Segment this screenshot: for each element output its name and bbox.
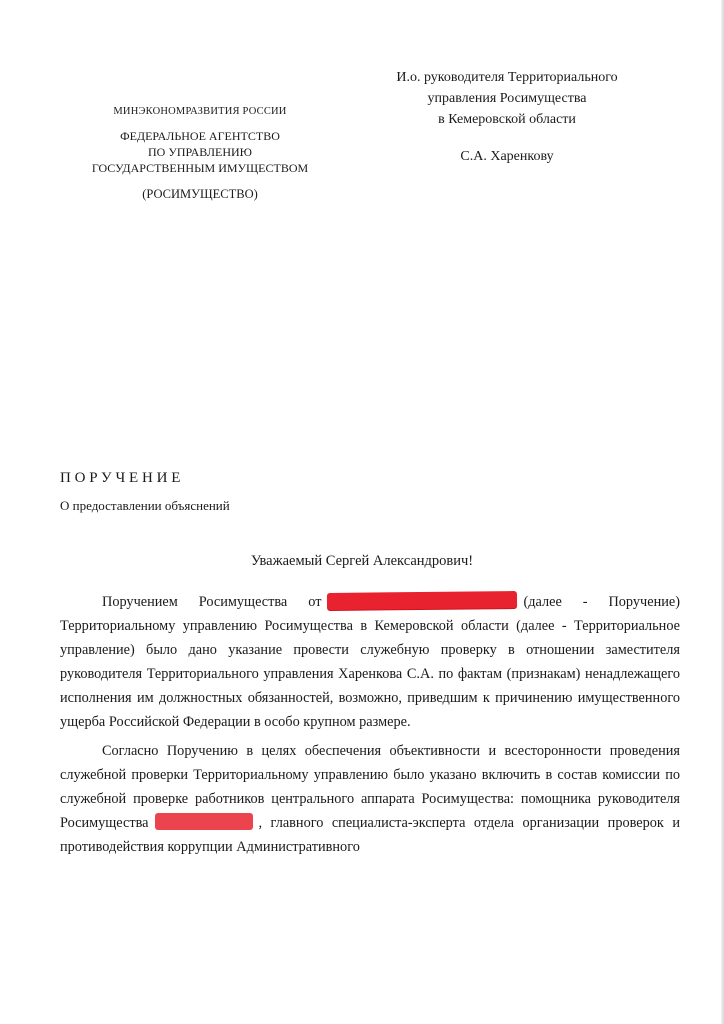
sender-agency-line1: ФЕДЕРАЛЬНОЕ АГЕНТСТВО — [120, 129, 280, 143]
sender-abbreviation: (РОСИМУЩЕСТВО) — [142, 187, 258, 201]
addressee-line1: И.о. руководителя Территориального — [396, 70, 618, 85]
paragraph-2-start: Согласно Поручению в целях обеспечения объективности и всесторонности проведения служебной проверки Территориальному управлению было указано включить в состав комиссии по служебной проверке работников центрального аппарата Росимущества: помощника руководителя Росимущества — [60, 743, 680, 831]
paragraph-1 — [60, 590, 680, 734]
sender-block — [60, 104, 340, 202]
body-text — [60, 590, 680, 864]
addressee-line3: в Кемеровской области — [438, 112, 576, 127]
paragraph-2 — [60, 739, 680, 859]
sender-agency-line2: ПО УПРАВЛЕНИЮ — [148, 145, 252, 159]
salutation: Уважаемый Сергей Александрович! — [250, 553, 474, 569]
document-type: ПОРУЧЕНИЕ — [60, 470, 185, 486]
sender-ministry: МИНЭКОНОМРАЗВИТИЯ РОССИИ — [113, 106, 287, 117]
paragraph-1-rest: (далее - Поручение) Территориальному управлению Росимущества в Кемеровской области (далее - Территориальное управление) было дано указание провести служебную проверку в отношении заместителя руководителя Территориального управления Харенкова С.А. по фактам (признакам) ненадлежащего исполнения им должностных обязанностей, возможно, приведшим к причинению имущественного ущерба Российской Федерации в особо крупном размере. — [60, 594, 680, 730]
paragraph-2-rest: , главного специалиста-эксперта отдела организации проверок и противодействия коррупции Административного — [60, 815, 680, 855]
paragraph-1-start: Поручением Росимущества от — [102, 594, 322, 610]
addressee-name: С.А. Харенкову — [460, 149, 554, 164]
redaction-mark — [155, 813, 253, 830]
addressee-block — [372, 67, 642, 167]
document-subject: О предоставлении объяснений — [60, 498, 230, 513]
redaction-mark — [327, 591, 517, 610]
sender-agency-line3: ГОСУДАРСТВЕННЫМ ИМУЩЕСТВОМ — [91, 161, 309, 175]
addressee-line2: управления Росимущества — [427, 91, 587, 106]
